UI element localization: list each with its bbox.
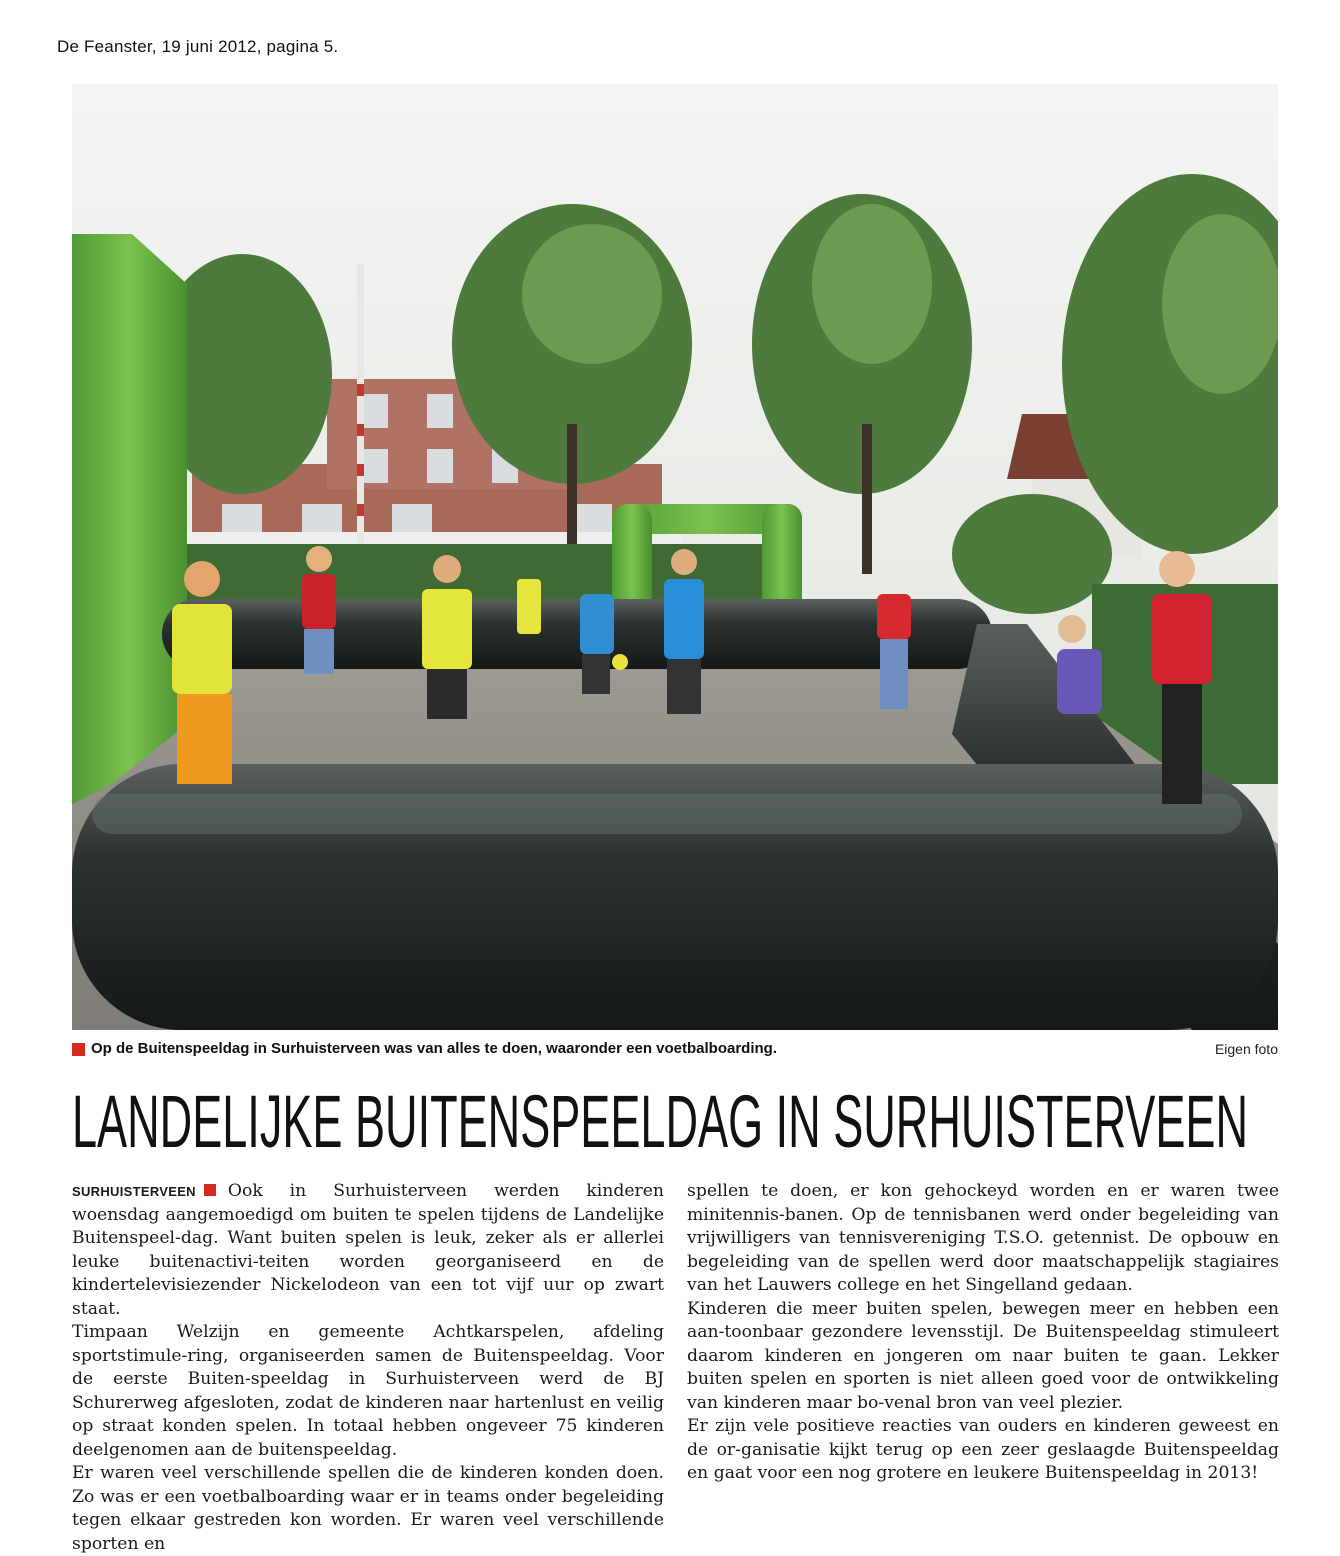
article-photo: [72, 84, 1278, 1030]
article-paragraph: Kinderen die meer buiten spelen, bewegen meer en hebben een aan-toonbaar gezondere levensstijl. De Buitenspeeldag stimuleert daarom kinderen en jongeren om naar buiten te gaan. Lekker buiten spelen en sporten is niet alleen goed voor de ontwikkeling van kinderen maar bo-venal bron van veel plezier.: [687, 1298, 1279, 1413]
caption-text: Op de Buitenspeeldag in Surhuisterveen was van alles te doen, waaronder een voetbalboarding.: [91, 1040, 778, 1057]
article-headline: [72, 1073, 1278, 1161]
article-paragraph: spellen te doen, er kon gehockeyd worden en er waren twee minitennis-banen. Op de tennisbanen werd onder begeleiding van vrijwilligers van tennisvereniging T.S.O. getennist. De opbouw en begeleiding van de spellen werd door maatschappelijk stagiaires van het Lauwers college en het Singelland gedaan.: [687, 1181, 1279, 1295]
headline-text: LANDELIJKE BUITENSPEELDAG IN SURHUISTERVEEN: [72, 1080, 1248, 1161]
red-square-icon: [204, 1184, 216, 1196]
article-paragraph: Er zijn vele positieve reacties van ouders en kinderen geweest en de or-ganisatie kijkt terug op een zeer geslaagde Buitenspeeldag en gaat voor een nog grotere en leukere Buitenspeeldag in 2013!: [687, 1416, 1279, 1483]
article-paragraph: Er waren veel verschillende spellen die de kinderen konden doen. Zo was er een voetbalboarding waar er in teams onder begeleiding tegen elkaar gestreden kon worden. Er waren veel verschillende sporten en: [72, 1463, 664, 1554]
dateline: SURHUISTERVEEN: [72, 1184, 196, 1199]
photo-credit: Eigen foto: [1214, 1041, 1278, 1057]
source-citation: De Feanster, 19 juni 2012, pagina 5.: [57, 37, 339, 56]
article-column-left: [72, 1180, 664, 1556]
article-paragraph: Timpaan Welzijn en gemeente Achtkarspelen, afdeling sportstimule-ring, organiseerden samen de Buitenspeeldag. Voor de eerste Buiten-speeldag in Surhuisterveen werd de BJ Schurerweg afgesloten, zodat de kinderen naar hartenlust en veilig op straat konden spelen. In totaal hebben ongeveer 75 kinderen deelgenomen aan de buitenspeeldag.: [72, 1322, 664, 1460]
photo-inflatable-football-field: [72, 84, 1278, 1030]
article-paragraph: [72, 1180, 664, 1321]
paragraph-text: Ook in Surhuisterveen werden kinderen woensdag aangemoedigd om buiten te spelen tijdens de Landelijke Buitenspeel-dag. Want buiten spelen is leuk, zeker als er allerlei leuke buitenactivi-teiten worden georganiseerd en de kindertelevisiezender Nickelodeon van een tot vijf uur op zwart staat.: [72, 1181, 664, 1319]
red-square-icon: [72, 1043, 85, 1056]
article-column-right: [687, 1180, 1279, 1486]
photo-caption: [72, 1040, 1278, 1062]
